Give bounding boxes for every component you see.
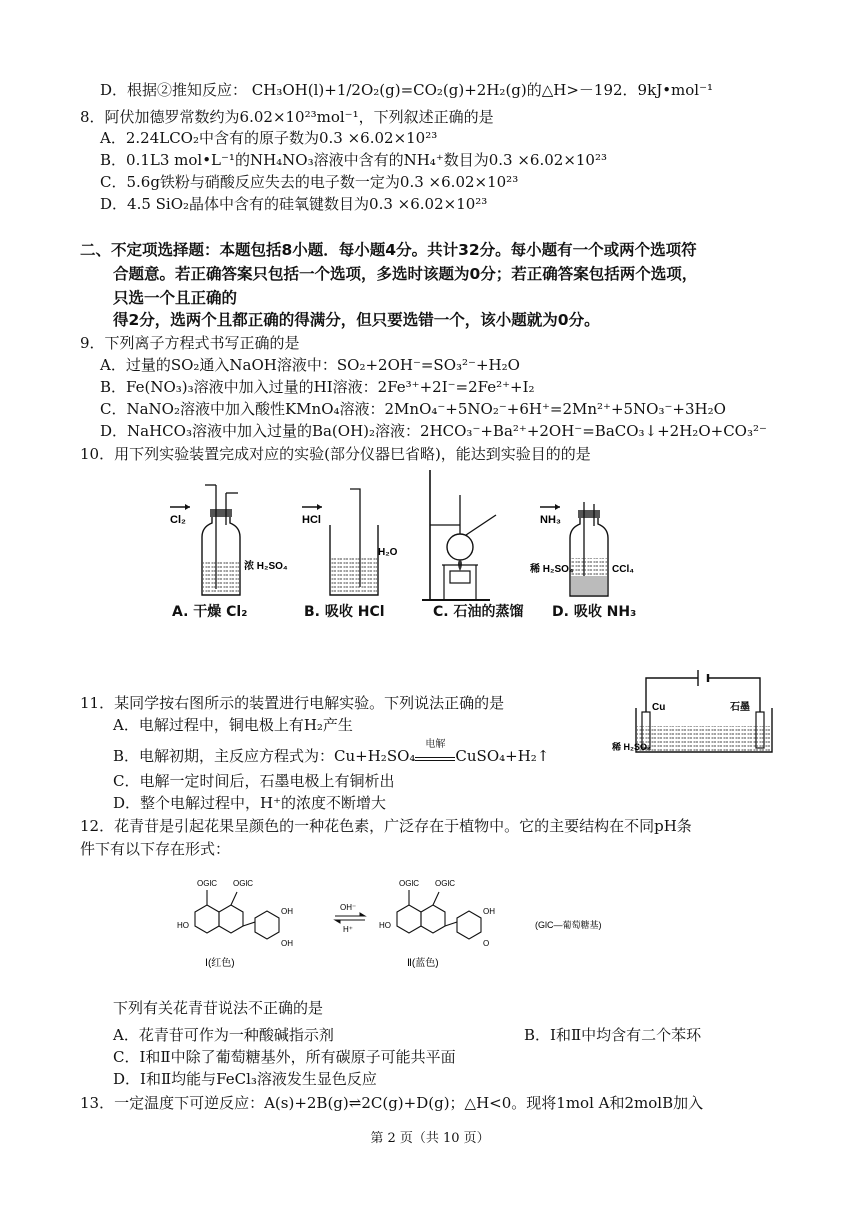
q8-option-b: B．0.1L3 mol•L⁻¹的NH₄NO₃溶液中含有的NH₄⁺数目为0.3 ×6.02×10²³ <box>100 151 608 169</box>
label-b-gas: HCl <box>302 514 321 526</box>
q13-stem: 13．一定温度下可逆反应：A(s)+2B(g)⇌2C(g)+D(g)；△H<0。现将1mol A和2molB加入 <box>80 1094 704 1112</box>
q12-option-c: C．I和Ⅱ中除了葡萄糖基外，所有碳原子可能共平面 <box>113 1048 456 1066</box>
q7-option-d: D．根据②推知反应： CH₃OH(l)+1/2O₂(g)=CO₂(g)+2H₂(g)的△H>－192．9kJ•mol⁻¹ <box>100 81 714 99</box>
q11-option-b-post: CuSO₄+H₂↑ <box>455 747 550 765</box>
label-a-liquid: 浓 H₂SO₄ <box>244 561 288 572</box>
q11-option-d: D．整个电解过程中，H⁺的浓度不断增大 <box>113 794 387 812</box>
q11-option-b <box>113 739 550 766</box>
q12-stem-line1: 12．花青苷是引起花果呈颜色的一种花色素，广泛存在于植物中。它的主要结构在不同pH条 <box>80 817 692 835</box>
label-cu: Cu <box>652 702 666 713</box>
s2-ho: HO <box>379 921 391 930</box>
section2-heading-line1: 二、不定项选择题：本题包括8小题．每小题4分。共计32分。每小题有一个或两个选项符 <box>80 241 697 259</box>
electrolysis-condition: 电解 <box>425 739 446 750</box>
s2-oglc-2: OGlC <box>435 879 455 888</box>
q12-option-b: B．I和Ⅱ中均含有二个苯环 <box>524 1026 702 1044</box>
label-d-liquid2: CCl₄ <box>612 564 634 575</box>
q10-stem: 10．用下列实验装置完成对应的实验(部分仪器巳省略)，能达到实验目的的是 <box>80 445 591 463</box>
q11-electrolysis-figure <box>612 668 777 760</box>
q9-option-d: D．NaHCO₃溶液中加入过量的Ba(OH)₂溶液：2HCO₃⁻+Ba²⁺+2OH⁻=BaCO₃↓+2H₂O+CO₃²⁻ <box>100 422 767 440</box>
section2-heading-line2: 合题意。若正确答案只包括一个选项，多选时该题为0分；若正确答案包括两个选项， <box>113 265 698 283</box>
label-d-gas: NH₃ <box>540 514 561 526</box>
label-a-gas: Cl₂ <box>170 514 186 526</box>
apparatus-b <box>302 489 398 595</box>
q12-stem-line2: 件下有以下存在形式： <box>80 840 231 858</box>
s2-oh: OH <box>483 907 495 916</box>
q9-stem: 9．下列离子方程式书写正确的是 <box>80 334 300 352</box>
cond-h: H⁺ <box>343 925 353 934</box>
q8-option-a: A．2.24LCO₂中含有的原子数为0.3 ×6.02×10²³ <box>100 129 438 147</box>
cond-oh: OH⁻ <box>340 903 357 912</box>
q11-option-b-pre: B．电解初期，主反应方程式为：Cu+H₂SO₄ <box>113 747 416 765</box>
electrolysis-arrow <box>415 739 455 761</box>
label-graphite: 石墨 <box>730 702 750 713</box>
apparatus-d-body <box>530 500 640 600</box>
q9-option-c: C．NaNO₂溶液中加入酸性KMnO₄溶液：2MnO₄⁻+5NO₂⁻+6H⁺=2Mn²⁺+5NO₃⁻+3H₂O <box>100 400 726 418</box>
apparatus-c <box>422 470 496 600</box>
q8-option-c: C．5.6g铁粉与硝酸反应失去的电子数一定为0.3 ×6.02×10²³ <box>100 173 519 191</box>
label-d-liquid1: 稀 H₂SO₄ <box>530 564 574 575</box>
q11-option-c: C．电解一定时间后，石墨电极上有铜析出 <box>113 772 395 790</box>
q8-option-d: D．4.5 SiO₂晶体中含有的硅氧键数目为0.3 ×6.02×10²³ <box>100 195 488 213</box>
structure-ii <box>397 890 481 939</box>
s2-label: Ⅱ(蓝色) <box>407 958 439 969</box>
q12-option-d: D．I和Ⅱ均能与FeCl₃溶液发生显色反应 <box>113 1070 377 1088</box>
q9-option-b: B．Fe(NO₃)₃溶液中加入过量的HI溶液：2Fe³⁺+2I⁻=2Fe²⁺+I₂ <box>100 378 535 396</box>
q10-caption-d: D. 吸收 NH₃ <box>552 604 637 620</box>
s1-oglc-2: OGlC <box>233 879 253 888</box>
q10-caption-a: A. 干燥 Cl₂ <box>172 604 248 620</box>
section2-heading-line4: 得2分，选两个且都正确的得满分，但只要选错一个，该小题就为0分。 <box>113 311 600 329</box>
s1-oh-1: OH <box>281 907 293 916</box>
structure-i <box>195 890 279 939</box>
q10-caption-c: C. 石油的蒸馏 <box>433 604 524 620</box>
apparatus-a <box>170 485 288 595</box>
s1-oglc-1: OGlC <box>197 879 217 888</box>
s2-o: O <box>483 939 490 948</box>
label-b-liquid: H₂O <box>378 547 398 558</box>
q8-stem: 8．阿伏加德罗常数约为6.02×10²³mol⁻¹，下列叙述正确的是 <box>80 108 494 126</box>
q11-stem: 11．某同学按右图所示的装置进行电解实验。下列说法正确的是 <box>80 694 505 712</box>
label-electrolyte: 稀 H₂SO₄ <box>612 742 652 752</box>
s1-ho: HO <box>177 921 189 930</box>
q9-option-a: A．过量的SO₂通入NaOH溶液中：SO₂+2OH⁻=SO₃²⁻+H₂O <box>100 356 520 374</box>
glc-note: (GlC—葡萄糖基) <box>535 920 602 930</box>
q12-structure-figure <box>175 862 745 970</box>
s1-oh-2: OH <box>281 939 293 948</box>
s1-label: Ⅰ(红色) <box>205 958 235 969</box>
equilibrium-arrows <box>335 913 365 923</box>
q10-caption-b: B. 吸收 HCl <box>304 604 385 620</box>
q12-question: 下列有关花青苷说法不正确的是 <box>113 999 324 1017</box>
s2-oglc-1: OGlC <box>399 879 419 888</box>
section2-heading-line3: 只选一个且正确的 <box>113 289 238 307</box>
page-footer: 第 2 页（共 10 页） <box>370 1131 490 1146</box>
q11-option-a: A．电解过程中，铜电极上有H₂产生 <box>113 716 353 734</box>
q12-option-a: A．花青苷可作为一种酸碱指示剂 <box>113 1026 334 1044</box>
